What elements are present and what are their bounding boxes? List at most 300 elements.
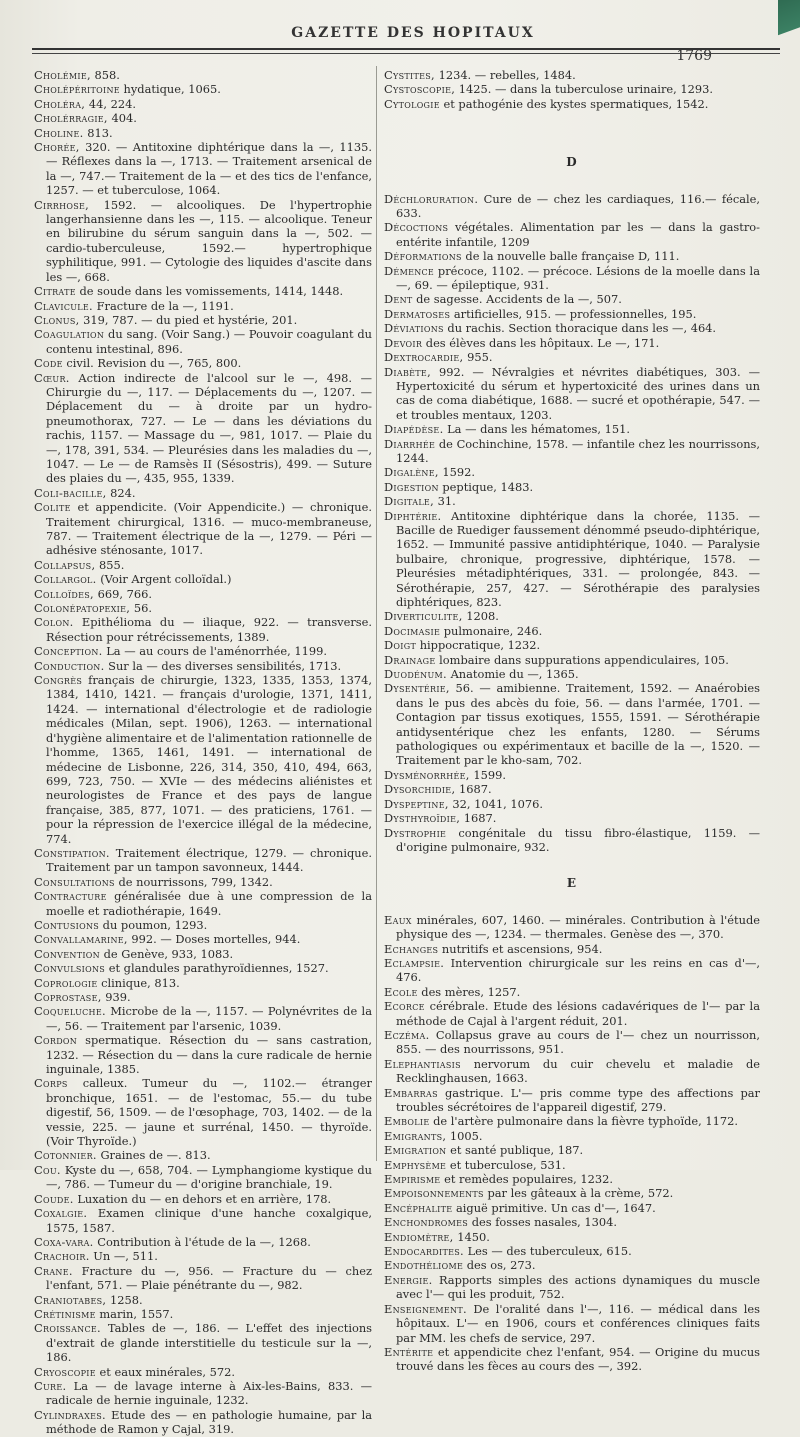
entry-headword: Contracture bbox=[34, 889, 107, 904]
entry-references: 1258. bbox=[106, 1292, 143, 1307]
entry-references: 813. bbox=[83, 125, 113, 140]
index-entry bbox=[34, 644, 372, 658]
entry-references: 858. bbox=[90, 68, 120, 82]
index-entry bbox=[34, 875, 372, 889]
index-entry bbox=[384, 465, 760, 479]
index-entry bbox=[384, 653, 760, 667]
entry-headword: Endothéliome bbox=[384, 1258, 464, 1273]
entry-headword: Convallamarine, bbox=[34, 932, 128, 947]
index-entry bbox=[384, 82, 760, 96]
running-header bbox=[70, 24, 756, 64]
entry-references: Traitement électrique, 1279. — chronique. Traitement par un tampon savonneux, 1444. bbox=[46, 845, 372, 875]
entry-references: Fracture du —, 956. — Fracture du — chez l'enfant, 571. — Plaie pénétrante du —, 982. bbox=[46, 1263, 372, 1293]
index-entry bbox=[384, 1244, 760, 1258]
entry-references: hydatique, 1065. bbox=[119, 82, 221, 97]
entry-references: et eaux minérales, 572. bbox=[95, 1364, 235, 1379]
index-entry bbox=[384, 1215, 760, 1229]
index-entry bbox=[34, 1033, 372, 1076]
index-entry bbox=[34, 126, 372, 140]
entry-headword: Enseignement. bbox=[384, 1301, 467, 1316]
entry-headword: Cou. bbox=[34, 1162, 61, 1177]
index-entry bbox=[34, 976, 372, 990]
index-entry bbox=[384, 307, 760, 321]
entry-references: 56. bbox=[130, 601, 152, 616]
index-entry bbox=[384, 1186, 760, 1200]
index-entry bbox=[34, 284, 372, 298]
entry-references: de la nouvelle balle française D, 111. bbox=[461, 249, 680, 264]
entry-references: 31. bbox=[434, 494, 456, 509]
entry-references: 404. bbox=[107, 111, 137, 126]
entry-headword: Colite bbox=[34, 500, 71, 515]
index-entry bbox=[384, 1345, 760, 1374]
index-entry bbox=[384, 942, 760, 956]
entry-references: gastrique. L'— pris comme type des affections par troubles sécrétoires de l'appareil digestif, 279. bbox=[396, 1085, 760, 1114]
entry-references: 1450. bbox=[453, 1229, 490, 1244]
entry-headword: Convulsions bbox=[34, 961, 106, 976]
entry-headword: Cystoscopie, bbox=[384, 82, 456, 97]
entry-references: Anatomie du —, 1365. bbox=[446, 667, 579, 682]
entry-references: 992. — Névralgies et névrites diabétiques, 303. — Hypertoxicité du sérum et hypertoxicité des urines dans un cas de coma diabétique, 1688. — sucré et opothérapie, 547. — et troubles mentaux, 1203. bbox=[396, 364, 760, 422]
entry-references: peptique, 1483. bbox=[438, 479, 534, 494]
entry-headword: Collapsus, bbox=[34, 557, 96, 572]
index-entry bbox=[384, 1114, 760, 1128]
index-entry bbox=[384, 350, 760, 364]
entry-references: 824. bbox=[106, 485, 136, 500]
entry-references: nutritifs et ascensions, 954. bbox=[438, 941, 603, 956]
entry-references: spermatique. Résection du — sans castration, 1232. — Résection du — dans la cure radicale de hernie inguinale, 1385. bbox=[46, 1033, 372, 1077]
index-entry bbox=[384, 192, 760, 221]
entry-references: 1005. bbox=[446, 1128, 483, 1143]
entry-references: artificielles, 915. — professionnelles, 195. bbox=[450, 306, 697, 321]
entry-references: 669, 766. bbox=[93, 586, 152, 601]
entry-references: clinique, 813. bbox=[97, 975, 180, 990]
index-entry bbox=[34, 1249, 372, 1263]
index-entry bbox=[384, 782, 760, 796]
entry-headword: Dysentérie, bbox=[384, 681, 450, 696]
section-letter: D bbox=[566, 155, 578, 170]
entry-headword: Docimasie bbox=[384, 623, 441, 638]
entry-headword: Conduction. bbox=[34, 658, 105, 673]
entry-references: 1687. bbox=[460, 811, 497, 826]
entry-references: du sang. (Voir Sang.) — Pouvoir coagulant du contenu intestinal, 896. bbox=[46, 327, 372, 356]
entry-headword: Croissance. bbox=[34, 1321, 101, 1336]
entry-references: Action indirecte de l'alcool sur le —, 498. — Chirurgie du —, 117. — Déplacements du —, 1207. — Déplacement du — à droite par un hydro-pneumothorax, 727. — Le — dans les déviations du rachis, 1157. — Massage du —, 981, 1017. — Plaie du —, 178, 391, 534. — Pleurésies dans les maladies du —, 1047. — Le — de Ramsès II (Sésostris), 499. — Suture des plaies du —, 435, 955, 1339. bbox=[46, 370, 372, 486]
entry-references: et appendicite. (Voir Appendicite.) — chronique. Traitement chirurgical, 1316. — muco-membraneuse, 787. — Traitement électrique de la —, 1279. — Péri — adhésive sténosante, 1017. bbox=[46, 500, 372, 558]
index-entry bbox=[34, 1163, 372, 1192]
index-entry bbox=[34, 1004, 372, 1033]
entry-references: 939. bbox=[101, 990, 131, 1004]
entry-headword: Chorée, bbox=[34, 140, 80, 155]
entry-headword: Cryoscopie bbox=[34, 1364, 96, 1379]
entry-references: 855. bbox=[95, 557, 125, 572]
entry-references: La — dans les hématomes, 151. bbox=[443, 422, 630, 437]
entry-headword: Endocardites. bbox=[384, 1244, 464, 1259]
entry-headword: Congrès bbox=[34, 673, 83, 688]
entry-headword: Diarrhée bbox=[384, 436, 436, 451]
entry-headword: Enchondromes bbox=[384, 1215, 469, 1230]
index-entry bbox=[384, 1028, 760, 1057]
entry-headword: Dextrocardie, bbox=[384, 350, 464, 365]
index-entry bbox=[34, 673, 372, 846]
entry-headword: Digalène, bbox=[384, 465, 439, 480]
entry-references: 955. bbox=[463, 350, 493, 365]
entry-references: Microbe de la —, 1157. — Polynévrites de la —, 56. — Traitement par l'arsenic, 1039. bbox=[46, 1004, 372, 1033]
entry-headword: Dent bbox=[384, 292, 413, 307]
entry-headword: Cœur. bbox=[34, 370, 70, 385]
entry-headword: Empirisme bbox=[384, 1172, 441, 1187]
index-entry bbox=[34, 68, 372, 82]
index-entry bbox=[34, 932, 372, 946]
index-entry bbox=[34, 1379, 372, 1408]
entry-references: calleux. Tumeur du —, 1102.— étranger bronchique, 1651. — de l'estomac, 55.— du tube digestif, 56, 1509. — de l'œsophage, 703, 1402. — de la vessie, 225. — jaune et surrénal, 1450. — thyroïde. (Voir Thyroïde.) bbox=[46, 1076, 372, 1149]
entry-headword: Convention bbox=[34, 946, 100, 961]
entry-references: Intervention chirurgicale sur les reins en cas d'—, 476. bbox=[396, 955, 760, 985]
index-entry bbox=[34, 1076, 372, 1148]
entry-headword: Devoir bbox=[384, 335, 423, 350]
entry-references: marin, 1557. bbox=[95, 1306, 174, 1321]
index-entry bbox=[384, 365, 760, 423]
entry-headword: Clavicule. bbox=[34, 298, 93, 313]
entry-headword: Citrate bbox=[34, 284, 76, 299]
entry-headword: Crane. bbox=[34, 1263, 73, 1278]
entry-references: Tables de —, 186. — L'effet des injections d'extrait de glande interstitielle du testicule sur la —, 186. bbox=[46, 1321, 372, 1365]
entry-references: et appendicite chez l'enfant, 954. — Origine du mucus trouvé dans les fèces au cours des —, 392. bbox=[396, 1344, 760, 1374]
index-entry bbox=[34, 846, 372, 875]
index-entry bbox=[34, 947, 372, 961]
entry-headword: Coagulation bbox=[34, 327, 105, 342]
journal-title: GAZETTE DES HOPITAUX bbox=[291, 25, 535, 41]
entry-headword: Corps bbox=[34, 1076, 68, 1091]
entry-headword: Emphysème bbox=[384, 1157, 447, 1172]
entry-headword: Diverticulite, bbox=[384, 609, 463, 624]
index-entry bbox=[384, 609, 760, 623]
right-index-column bbox=[384, 68, 760, 1374]
entry-headword: Embarras bbox=[384, 1085, 438, 1100]
entry-references: 320. — Antitoxine diphtérique dans la —, 1135. — Réflexes dans la —, 1713. — Traitement arsenical de la —, 747.— Traitement de la — et des tics de l'enfance, 1257. — et tuberculose, 1064. bbox=[46, 140, 372, 198]
index-entry bbox=[34, 82, 372, 96]
entry-references: lombaire dans suppurations appendiculaires, 105. bbox=[435, 652, 729, 667]
entry-references: 1687. bbox=[455, 782, 492, 797]
entry-references: de l'artère pulmonaire dans la fièvre typhoïde, 1172. bbox=[429, 1114, 738, 1129]
entry-headword: Coqueluche. bbox=[34, 1004, 106, 1019]
entry-headword: Coprostase, bbox=[34, 990, 102, 1004]
entry-references: 1425. — dans la tuberculose urinaire, 1293. bbox=[455, 82, 713, 97]
index-entry bbox=[384, 624, 760, 638]
index-entry bbox=[384, 1201, 760, 1215]
entry-references: et tuberculose, 531. bbox=[446, 1157, 566, 1172]
entry-headword: Drainage bbox=[384, 652, 436, 667]
entry-references: 992. — Doses mortelles, 944. bbox=[127, 932, 301, 947]
entry-references: Les — des tuberculeux, 615. bbox=[463, 1244, 632, 1259]
index-entry bbox=[384, 321, 760, 335]
entry-references: De l'oralité dans l'—, 116. — médical dans les hôpitaux. L'— en 1906, cours et conférences cliniques faits par MM. les chefs de service, 297. bbox=[396, 1301, 760, 1345]
index-entry bbox=[34, 356, 372, 370]
index-entry bbox=[384, 292, 760, 306]
index-entry bbox=[34, 1206, 372, 1235]
entry-references: des fosses nasales, 1304. bbox=[468, 1215, 618, 1230]
entry-references: français de chirurgie, 1323, 1335, 1353, 1374, 1384, 1410, 1421. — français d'urologie, 1371, 1411, 1424. — international d'électrologie et de radiologie médicales (Milan, sept. 1906), 1263. — international d'hygiène alimentaire et de l'alimentation rationnelle de l'homme, 1365, 1461, 1491. — international de médecine de Lisbonne, 226, 314, 350, 410, 494, 663, 699, 723, 750. — XVIe — des médecins aliénistes et neurologistes de France et des pays de langue française, 385, 877, 1071. — des praticiens, 1761. — pour la répression de l'exercice illégal de la médecine, 774. bbox=[46, 673, 372, 846]
entry-references: Luxation du — en dehors et en arrière, 178. bbox=[73, 1191, 332, 1206]
entry-references: et pathogénie des kystes spermatiques, 1542. bbox=[439, 96, 709, 111]
entry-headword: Cotonnier. bbox=[34, 1148, 97, 1163]
index-entry bbox=[34, 313, 372, 327]
index-entry bbox=[384, 68, 760, 82]
index-entry bbox=[34, 1365, 372, 1379]
entry-headword: Déchloruration. bbox=[384, 191, 479, 206]
entry-headword: Cholérragie, bbox=[34, 111, 108, 126]
index-entry bbox=[384, 1057, 760, 1086]
index-entry bbox=[34, 601, 372, 615]
index-entry bbox=[34, 918, 372, 932]
entry-references: civil. Revision du —, 765, 800. bbox=[62, 356, 242, 371]
entry-references: 1599. bbox=[469, 767, 506, 782]
index-entry bbox=[34, 500, 372, 558]
index-entry bbox=[34, 371, 372, 486]
entry-headword: Ecorce bbox=[384, 999, 425, 1014]
entry-references: Epithélioma du — iliaque, 922. — transverse. Résection pour rétrécissements, 1389. bbox=[46, 615, 372, 644]
entry-headword: Colon. bbox=[34, 615, 74, 630]
index-entry bbox=[384, 681, 760, 767]
index-entry bbox=[384, 985, 760, 999]
entry-headword: Digestion bbox=[384, 479, 439, 494]
entry-headword: Consultations bbox=[34, 874, 115, 889]
index-entry bbox=[384, 220, 760, 249]
entry-headword: Cirrhose, bbox=[34, 197, 90, 212]
entry-headword: Coude. bbox=[34, 1191, 74, 1206]
entry-headword: Duodénum. bbox=[384, 667, 447, 682]
entry-references: généralisée due à une compression de la moelle et radiothérapie, 1649. bbox=[46, 889, 372, 918]
entry-references: 32, 1041, 1076. bbox=[448, 796, 543, 811]
entry-references: La — au cours de l'aménorrhée, 1199. bbox=[102, 644, 327, 659]
index-entry bbox=[384, 797, 760, 811]
entry-references: 56. — amibienne. Traitement, 1592. — Anaérobies dans le pus des abcès du foie, 56. — dans l'armée, 1701. — Contagion par tissus exotiques, 1555, 1591. — Sérothérapie antidysentérique chez les enfants, 1280. — Sérums pathologiques ou expérimentaux et bacille de la —, 1520. — Traitement par le kho-sam, 702. bbox=[396, 681, 760, 768]
entry-headword: Emigration bbox=[384, 1143, 447, 1158]
column-divider bbox=[376, 66, 377, 1161]
index-entry bbox=[34, 961, 372, 975]
entry-references: Cure de — chez les cardiaques, 116.— fécale, 633. bbox=[396, 191, 760, 221]
entry-headword: Choléra, bbox=[34, 96, 86, 111]
entry-references: Examen clinique d'une hanche coxalgique, 1575, 1587. bbox=[46, 1206, 372, 1235]
index-entry bbox=[34, 1307, 372, 1321]
entry-headword: Décoctions bbox=[384, 220, 449, 235]
index-entry bbox=[34, 140, 372, 198]
entry-headword: Dysménorrhée, bbox=[384, 767, 470, 782]
entry-references: (Voir Argent colloïdal.) bbox=[96, 572, 232, 587]
index-entry bbox=[384, 826, 760, 855]
entry-references: végétales. Alimentation par les — dans la gastro-entérite infantile, 1209 bbox=[396, 220, 760, 249]
index-entry bbox=[384, 494, 760, 508]
entry-headword: Dermatoses bbox=[384, 306, 451, 321]
entry-references: du rachis. Section thoracique dans les —, 464. bbox=[443, 321, 717, 336]
page-corner-marker bbox=[778, 0, 800, 42]
entry-headword: Déformations bbox=[384, 249, 462, 264]
entry-headword: Contusions bbox=[34, 917, 100, 932]
entry-references: nervorum du cuir chevelu et maladie de Recklinghausen, 1663. bbox=[396, 1056, 760, 1086]
index-entry bbox=[384, 913, 760, 942]
index-entry bbox=[34, 1293, 372, 1307]
entry-references: Graines de —. 813. bbox=[96, 1148, 211, 1163]
entry-headword: Cystites, bbox=[384, 68, 435, 82]
entry-headword: Elephantiasis bbox=[384, 1056, 461, 1071]
index-entry bbox=[34, 615, 372, 644]
entry-headword: Choline. bbox=[34, 125, 84, 140]
entry-headword: Dystrophie bbox=[384, 825, 447, 840]
index-entry bbox=[34, 327, 372, 356]
left-index-column bbox=[34, 68, 372, 1437]
entry-references: Antitoxine diphtérique dans la chorée, 1135. — Bacille de Ruediger faussement dénommé pseudo-diphtérique, 1652. — Immunité passive antidiphtérique, 1040. — Paralysie bulbaire, chronique, progressive, diphtérique, 1578. — Pleurésies métadiphtériques, 331. — prolongée, 843. — Sérothérapie, 257, 427. — Sérothérapie des paralysies diphtériques, 823. bbox=[396, 508, 760, 609]
entry-headword: Craniotabes, bbox=[34, 1292, 107, 1307]
entry-headword: Dysorchidie, bbox=[384, 782, 456, 797]
entry-headword: Dyspeptine, bbox=[384, 796, 449, 811]
index-entry bbox=[34, 558, 372, 572]
entry-headword: Embolie bbox=[384, 1114, 430, 1129]
entry-headword: Cholépéritoine bbox=[34, 82, 120, 97]
index-entry bbox=[34, 1235, 372, 1249]
entry-references: du poumon, 1293. bbox=[99, 917, 208, 932]
entry-references: La — de lavage interne à Aix-les-Bains, 833. — radicale de hernie inguinale, 1232. bbox=[46, 1378, 372, 1408]
entry-headword: Clonus, bbox=[34, 312, 80, 327]
entry-headword: Diphtérie. bbox=[384, 508, 442, 523]
index-entry bbox=[384, 1230, 760, 1244]
entry-headword: Eczéma. bbox=[384, 1027, 430, 1042]
entry-references: pulmonaire, 246. bbox=[440, 623, 543, 638]
entry-references: Un —, 511. bbox=[89, 1249, 158, 1264]
index-entry bbox=[34, 990, 372, 1004]
index-entry bbox=[34, 1192, 372, 1206]
entry-references: des mères, 1257. bbox=[417, 984, 521, 999]
entry-references: de nourrissons, 799, 1342. bbox=[114, 874, 273, 889]
index-entry bbox=[384, 999, 760, 1028]
index-entry bbox=[384, 1172, 760, 1186]
index-entry bbox=[34, 299, 372, 313]
index-entry bbox=[34, 572, 372, 586]
entry-references: 1234. — rebelles, 1484. bbox=[434, 68, 576, 82]
entry-headword: Collargol. bbox=[34, 572, 97, 587]
entry-headword: Diabète, bbox=[384, 364, 431, 379]
index-entry bbox=[34, 198, 372, 284]
index-entry bbox=[34, 1264, 372, 1293]
entry-headword: Dysthyroïdie, bbox=[384, 811, 461, 826]
index-entry bbox=[34, 1148, 372, 1162]
index-entry bbox=[384, 638, 760, 652]
entry-references: par les gâteaux à la crème, 572. bbox=[483, 1186, 674, 1201]
entry-headword: Constipation. bbox=[34, 845, 110, 860]
entry-headword: Cure. bbox=[34, 1378, 67, 1393]
entry-headword: Conception. bbox=[34, 644, 103, 659]
entry-headword: Emigrants, bbox=[384, 1128, 447, 1143]
entry-references: 319, 787. — du pied et hystérie, 201. bbox=[79, 312, 298, 327]
entry-references: des élèves dans les hôpitaux. Le —, 171. bbox=[422, 335, 660, 350]
index-entry bbox=[34, 1408, 372, 1437]
entry-references: congénitale du tissu fibro-élastique, 1159. — d'origine pulmonaire, 932. bbox=[396, 825, 760, 854]
entry-headword: Endiomètre, bbox=[384, 1229, 454, 1244]
header-rule-thick bbox=[32, 48, 780, 50]
entry-headword: Démence bbox=[384, 263, 435, 278]
entry-references: minérales, 607, 1460. — minérales. Contribution à l'étude physique des —, 1234. — thermales. Genèse des —, 370. bbox=[396, 912, 760, 942]
index-entry bbox=[34, 111, 372, 125]
entry-references: Kyste du —, 658, 704. — Lymphangiome kystique du —, 786. — Tumeur du — d'origine branchiale, 19. bbox=[46, 1162, 372, 1192]
entry-headword: Crachoir. bbox=[34, 1249, 90, 1264]
entry-references: Fracture de la —, 1191. bbox=[92, 298, 234, 313]
index-entry bbox=[384, 249, 760, 263]
index-entry bbox=[384, 956, 760, 985]
entry-headword: Diapédèse. bbox=[384, 422, 444, 437]
entry-headword: Energie. bbox=[384, 1272, 433, 1287]
entry-references: précoce, 1102. — précoce. Lésions de la moelle dans la —, 69. — épileptique, 931. bbox=[396, 263, 760, 293]
entry-headword: Cholémie, bbox=[34, 68, 91, 82]
index-entry bbox=[384, 667, 760, 681]
entry-references: et glandules parathyroïdiennes, 1527. bbox=[105, 961, 329, 976]
entry-references: et remèdes populaires, 1232. bbox=[440, 1172, 613, 1187]
entry-references: 44, 224. bbox=[85, 96, 136, 111]
index-entry bbox=[384, 264, 760, 293]
entry-references: hippocratique, 1232. bbox=[416, 638, 541, 653]
index-entry bbox=[384, 1086, 760, 1115]
entry-headword: Colonépatopexie, bbox=[34, 601, 131, 616]
entry-headword: Encéphalite bbox=[384, 1200, 453, 1215]
entry-headword: Cordon bbox=[34, 1033, 78, 1048]
entry-headword: Entérite bbox=[384, 1344, 434, 1359]
entry-headword: Cylindraxes. bbox=[34, 1407, 106, 1422]
index-entry bbox=[384, 509, 760, 610]
index-entry bbox=[34, 1321, 372, 1364]
entry-headword: Coprologie bbox=[34, 975, 98, 990]
index-entry bbox=[384, 1143, 760, 1157]
entry-references: de soude dans les vomissements, 1414, 1448. bbox=[75, 284, 344, 299]
index-entry bbox=[384, 422, 760, 436]
index-entry bbox=[34, 889, 372, 918]
entry-references: 1208. bbox=[462, 609, 499, 624]
index-entry bbox=[384, 811, 760, 825]
entry-headword: Coli-bacille, bbox=[34, 485, 107, 500]
entry-headword: Cytologie bbox=[384, 96, 440, 111]
entry-references: 1592. — alcooliques. De l'hypertrophie langerhansienne dans les —, 115. — alcoolique. Teneur en bilirubine du sérum sanguin dans la —, 502. — cardio-tuberculeuse, 1592.— hypertrophique syphilitique, 991. — Cytologie des liquides d'ascite dans les —, 668. bbox=[46, 197, 372, 284]
index-entry bbox=[34, 486, 372, 500]
entry-references: Rapports simples des actions dynamiques du muscle avec l'— qui les produit, 752. bbox=[396, 1272, 760, 1302]
entry-headword: Eclampsie. bbox=[384, 955, 445, 970]
entry-references: Contribution à l'étude de la —, 1268. bbox=[93, 1234, 311, 1249]
entry-headword: Ecole bbox=[384, 984, 418, 999]
entry-references: de Cochinchine, 1578. — infantile chez les nourrissons, 1244. bbox=[396, 436, 760, 465]
index-entry bbox=[384, 437, 760, 466]
entry-headword: Coxalgie. bbox=[34, 1206, 88, 1221]
index-entry bbox=[384, 1302, 760, 1345]
section-letter: E bbox=[566, 876, 578, 891]
index-entry bbox=[384, 1273, 760, 1302]
entry-references: et santé publique, 187. bbox=[446, 1143, 584, 1158]
index-entry bbox=[384, 336, 760, 350]
entry-headword: Colloïdes, bbox=[34, 586, 94, 601]
index-entry bbox=[34, 587, 372, 601]
index-entry bbox=[384, 1129, 760, 1143]
entry-references: Sur la — des diverses sensibilités, 1713. bbox=[104, 658, 342, 673]
entry-headword: Eaux bbox=[384, 912, 412, 927]
entry-headword: Doigt bbox=[384, 638, 417, 653]
entry-headword: Coxa-vara. bbox=[34, 1234, 94, 1249]
index-entry bbox=[34, 659, 372, 673]
entry-references: Etude des — en pathologie humaine, par la méthode de Ramon y Cajal, 319. bbox=[46, 1407, 372, 1437]
index-entry bbox=[34, 97, 372, 111]
page-number: 1769 bbox=[676, 48, 712, 64]
entry-references: de sagesse. Accidents de la —, 507. bbox=[412, 292, 622, 307]
index-entry bbox=[384, 768, 760, 782]
entry-headword: Empoisonnements bbox=[384, 1186, 484, 1201]
entry-headword: Echanges bbox=[384, 941, 439, 956]
entry-references: Collapsus grave au cours de l'— chez un nourrisson, 855. — des nourrissons, 951. bbox=[396, 1027, 760, 1057]
entry-references: 1592. bbox=[438, 465, 476, 480]
entry-references: cérébrale. Etude des lésions cadavériques de l'— par la méthode de Cajal à l'argent réduit, 201. bbox=[396, 999, 760, 1028]
index-entry bbox=[384, 97, 760, 111]
